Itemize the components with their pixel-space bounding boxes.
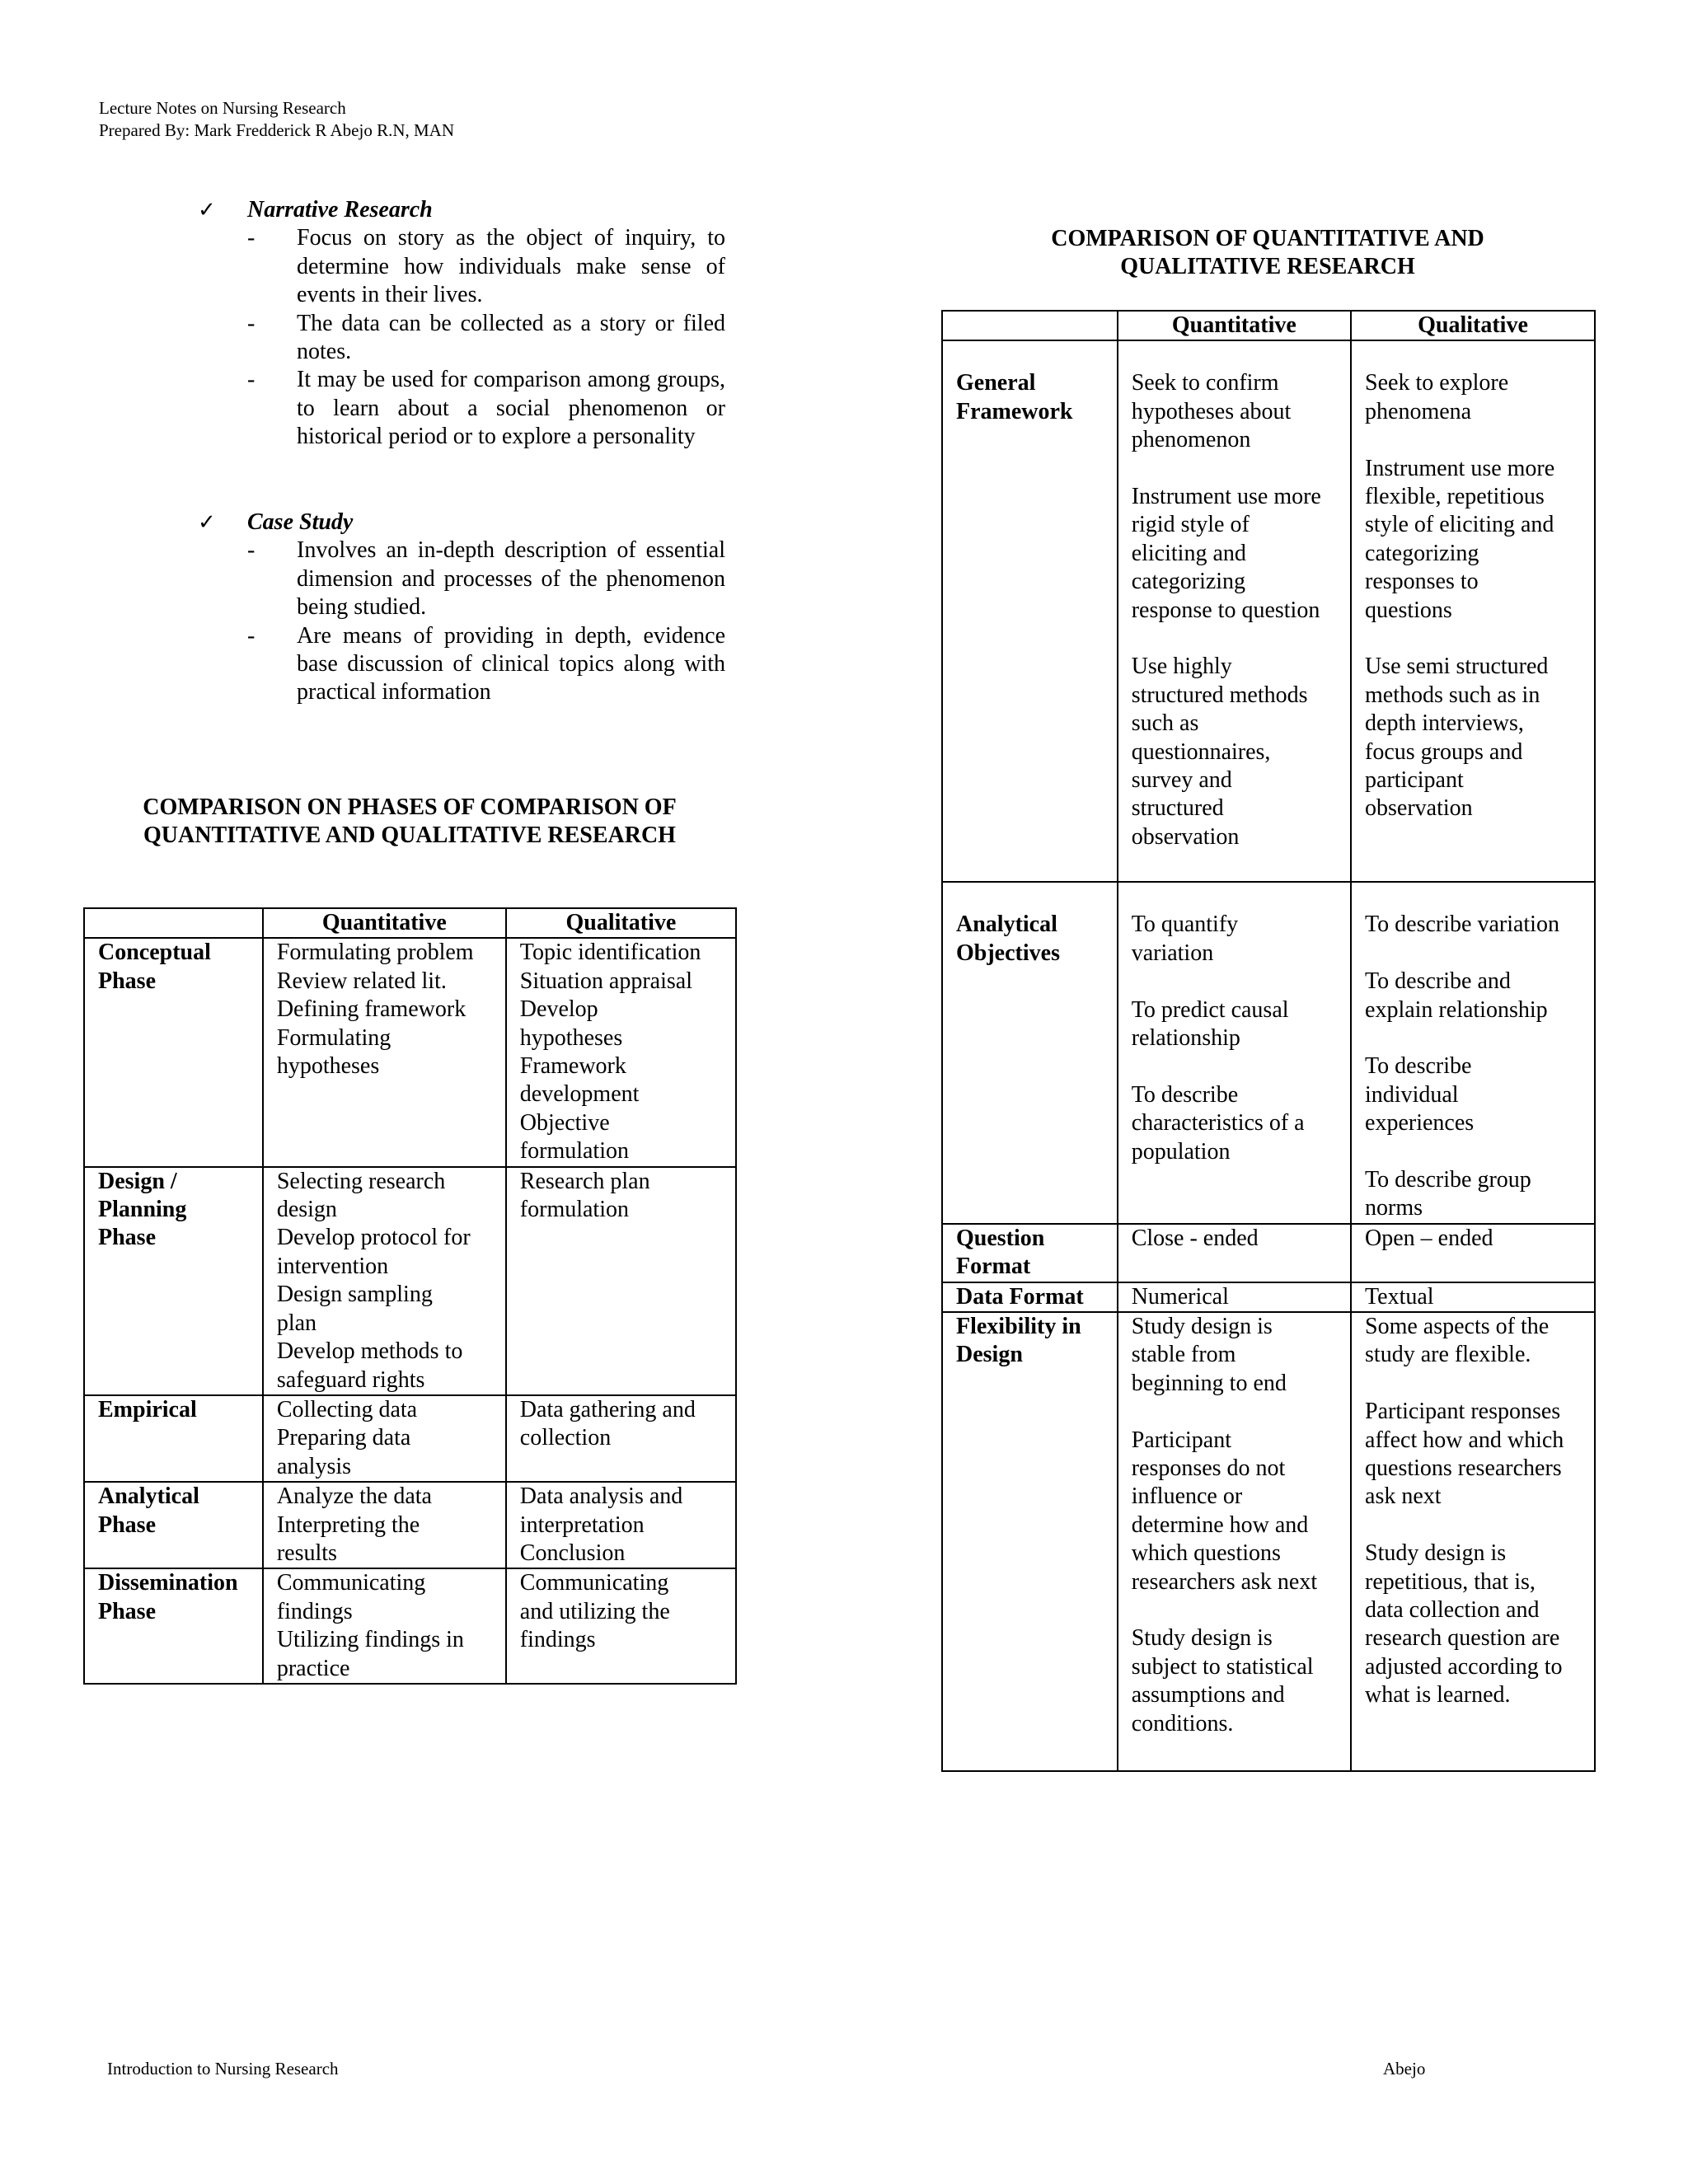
cell-line: Instrument use more <box>1365 455 1555 481</box>
cell-paragraph <box>1365 653 1581 823</box>
cell-line: categorizing <box>1131 569 1246 595</box>
cell-paragraph <box>1132 483 1337 625</box>
cell-line: subject to statistical <box>1131 1653 1314 1680</box>
cell-line: responses do not <box>1131 1455 1286 1482</box>
case-study-section <box>198 509 725 707</box>
table-row <box>942 1312 1595 1771</box>
cell-line: structured <box>1131 795 1224 822</box>
cell-line: development <box>519 1081 640 1108</box>
qualitative-cell <box>1351 340 1595 882</box>
table-row <box>84 1167 736 1395</box>
cell-paragraph <box>1365 1540 1581 1709</box>
qualitative-cell <box>1351 882 1595 1223</box>
cell-line: Dissemination <box>98 1570 238 1596</box>
cell-line: Formulating <box>276 1024 392 1051</box>
cell-line: rigid style of <box>1131 512 1250 538</box>
cell-paragraph <box>1365 911 1581 939</box>
phases-table-title <box>84 794 735 850</box>
case-study-bullet-list <box>198 537 725 706</box>
cell-line: questions <box>1365 597 1452 623</box>
cell-line: repetitious, that is, <box>1365 1568 1536 1595</box>
cell-line: Conceptual <box>98 940 211 966</box>
cell-line: Phase <box>98 968 156 994</box>
case-study-title: Case Study <box>247 509 354 535</box>
row-header-cell <box>942 1224 1118 1282</box>
quantitative-cell <box>263 1167 506 1395</box>
phases-title-line-2: QUANTITATIVE AND QUALITATIVE RESEARCH <box>143 823 676 848</box>
quantitative-cell <box>1118 340 1351 882</box>
bullet-text: Focus on story as the object of inquiry, to determine how individuals make sense of events in their lives. <box>297 225 725 308</box>
cell-line: what is learned. <box>1365 1682 1511 1708</box>
table-row <box>84 938 736 1166</box>
cell-line: which questions <box>1131 1540 1281 1567</box>
row-header-cell <box>942 882 1118 1223</box>
table-row <box>942 340 1595 882</box>
cell-line: plan <box>276 1310 317 1336</box>
cell-paragraph <box>1132 1427 1337 1596</box>
cell-line: phenomenon <box>1131 427 1251 453</box>
qualitative-cell <box>506 1167 736 1395</box>
row-header-cell <box>942 1282 1118 1312</box>
cell-line: Study design is <box>1131 1625 1273 1652</box>
row-header-cell <box>84 1568 263 1684</box>
qualitative-cell <box>506 1568 736 1684</box>
cell-line: Objectives <box>956 940 1060 966</box>
cell-paragraph <box>1365 968 1581 1024</box>
quantitative-cell <box>1118 1312 1351 1771</box>
row-header-cell <box>942 1312 1118 1771</box>
dash-icon: - <box>247 537 256 564</box>
cell-line: characteristics of a <box>1131 1110 1305 1137</box>
cell-line: responses to <box>1365 569 1479 595</box>
page-header <box>99 97 454 142</box>
cell-paragraph <box>1365 1225 1581 1253</box>
cell-line: Topic identification <box>519 940 701 966</box>
bullet-item <box>198 537 725 621</box>
empty-header-cell <box>942 311 1118 340</box>
cell-line: Seek to explore <box>1365 370 1509 396</box>
checkmark-icon: ✓ <box>198 510 216 535</box>
cell-line: Conclusion <box>519 1540 626 1566</box>
narrative-research-title: Narrative Research <box>247 197 433 223</box>
narrative-research-section <box>198 196 725 452</box>
quantitative-cell <box>263 1395 506 1482</box>
cell-line: conditions. <box>1131 1710 1234 1736</box>
cell-line: Review related lit. <box>276 968 447 994</box>
header-line-2: Prepared By: Mark Fredderick R Abejo R.N, MAN <box>99 120 455 140</box>
cell-line: formulation <box>519 1197 629 1223</box>
cell-line: Defining framework <box>276 996 467 1023</box>
bullet-text: The data can be collected as a story or filed notes. <box>297 310 725 365</box>
comparison-table <box>941 310 1596 1772</box>
cell-line: focus groups and <box>1365 738 1523 765</box>
cell-line: Participant <box>1131 1427 1231 1453</box>
cell-line: Instrument use more <box>1131 484 1321 510</box>
cell-line: participant <box>1365 767 1464 794</box>
cell-line: practice <box>276 1655 350 1681</box>
cell-line: Collecting data <box>276 1396 418 1422</box>
cell-paragraph <box>1132 911 1337 968</box>
cell-line: assumptions and <box>1131 1682 1285 1708</box>
cell-line: categorizing <box>1365 540 1479 566</box>
cell-paragraph <box>1365 1313 1581 1370</box>
cell-line: structured methods <box>1131 682 1308 708</box>
cell-line: Formulating problem <box>276 940 474 966</box>
qualitative-cell <box>1351 1282 1595 1312</box>
cell-line: and utilizing the <box>519 1598 670 1624</box>
narrative-research-heading <box>198 196 725 224</box>
cell-line: Communicating <box>519 1570 669 1596</box>
cell-line: Design sampling <box>276 1282 433 1308</box>
cell-paragraph <box>1132 996 1337 1053</box>
cell-line: Selecting research <box>276 1168 446 1194</box>
cell-line: Phase <box>98 1511 156 1538</box>
cell-line: hypotheses <box>519 1024 623 1051</box>
cell-line: Numerical <box>1131 1283 1229 1310</box>
cell-paragraph <box>1365 1398 1581 1511</box>
cell-line: Seek to confirm <box>1131 370 1279 396</box>
column-header-qualitative: Qualitative <box>506 908 736 938</box>
cell-line: research question are <box>1365 1625 1560 1652</box>
footer-right: Abejo <box>1383 2059 1426 2079</box>
narrative-bullet-list <box>198 224 725 451</box>
cell-line: phenomena <box>1365 398 1472 424</box>
cell-line: affect how and which <box>1365 1427 1564 1453</box>
cell-line: Framework <box>519 1053 626 1080</box>
comparison-table-body <box>942 340 1595 1771</box>
cell-line: findings <box>519 1627 596 1653</box>
qualitative-cell <box>1351 1224 1595 1282</box>
cell-line: ask next <box>1365 1483 1442 1510</box>
cell-line: response to question <box>1131 597 1320 623</box>
checkmark-icon: ✓ <box>198 198 216 223</box>
column-header-qualitative: Qualitative <box>1351 311 1595 340</box>
qualitative-cell <box>506 938 736 1166</box>
quantitative-cell <box>1118 882 1351 1223</box>
cell-line: Research plan <box>519 1168 650 1194</box>
cell-line: Data Format <box>956 1283 1084 1310</box>
cell-line: To describe <box>1365 1053 1472 1080</box>
cell-line: Design <box>956 1342 1023 1368</box>
cell-line: Utilizing findings in <box>276 1627 464 1653</box>
cell-line: observation <box>1365 795 1473 822</box>
cell-line: variation <box>1131 940 1214 966</box>
cell-line: Study design is <box>1131 1314 1273 1340</box>
cell-paragraph <box>1365 1166 1581 1223</box>
cell-line: Preparing data <box>276 1425 411 1451</box>
cell-line: data collection and <box>1365 1597 1540 1624</box>
cell-line: relationship <box>1131 1025 1240 1052</box>
qualitative-cell <box>506 1395 736 1482</box>
comparison-table-title <box>938 225 1597 281</box>
bullet-item <box>198 622 725 707</box>
cell-line: Use semi structured <box>1365 654 1549 680</box>
table-row <box>84 1568 736 1684</box>
header-line-1: Lecture Notes on Nursing Research <box>99 98 346 118</box>
quantitative-cell <box>263 1482 506 1568</box>
row-header-cell <box>84 1167 263 1395</box>
cell-line: intervention <box>276 1253 389 1279</box>
cell-line: Textual <box>1365 1283 1434 1310</box>
row-header-cell <box>84 1395 263 1482</box>
cell-line: individual <box>1365 1081 1459 1108</box>
cell-line: safeguard rights <box>276 1366 425 1393</box>
quantitative-cell <box>263 938 506 1166</box>
cell-line: Empirical <box>98 1396 197 1422</box>
comparison-title-line-2: QUALITATIVE RESEARCH <box>1120 254 1415 279</box>
cell-paragraph <box>1132 1081 1337 1166</box>
cell-line: norms <box>1365 1195 1423 1221</box>
cell-line: Use highly <box>1131 654 1232 680</box>
cell-line: questionnaires, <box>1131 738 1271 765</box>
cell-line: To describe and <box>1365 968 1511 995</box>
cell-line: Objective <box>519 1109 610 1136</box>
dash-icon: - <box>247 622 256 649</box>
cell-line: To describe variation <box>1365 912 1559 938</box>
table-row <box>84 1482 736 1568</box>
cell-line: determine how and <box>1131 1511 1309 1538</box>
quantitative-cell <box>1118 1282 1351 1312</box>
cell-line: Data gathering and <box>519 1396 696 1422</box>
cell-line: Develop protocol for <box>276 1225 471 1251</box>
table-row <box>942 882 1595 1223</box>
cell-paragraph <box>1365 1283 1581 1311</box>
row-header-cell <box>942 340 1118 882</box>
cell-line: results <box>276 1540 337 1566</box>
dash-icon: - <box>247 310 256 336</box>
cell-line: hypotheses <box>276 1053 380 1080</box>
bullet-item <box>198 366 725 451</box>
case-study-heading <box>198 509 725 537</box>
cell-line: formulation <box>519 1138 629 1165</box>
cell-line: methods such as in <box>1365 682 1540 708</box>
cell-line: depth interviews, <box>1365 710 1524 737</box>
empty-header-cell <box>84 908 263 938</box>
cell-line: Develop <box>519 996 598 1023</box>
dash-icon: - <box>247 225 256 251</box>
cell-line: Question <box>956 1225 1045 1251</box>
cell-line: Communicating <box>276 1570 426 1596</box>
cell-line: design <box>276 1197 337 1223</box>
cell-line: such as <box>1131 710 1199 737</box>
cell-paragraph <box>1132 1624 1337 1738</box>
cell-line: collection <box>519 1425 612 1451</box>
table-row <box>942 1282 1595 1312</box>
cell-line: To predict causal <box>1131 996 1289 1023</box>
cell-line: interpretation <box>519 1511 645 1538</box>
table-row <box>84 1395 736 1482</box>
cell-line: Situation appraisal <box>519 968 692 994</box>
cell-line: Analytical <box>956 912 1057 938</box>
table-row <box>942 1224 1595 1282</box>
row-header-cell <box>84 938 263 1166</box>
cell-line: study are flexible. <box>1365 1342 1531 1368</box>
cell-line: population <box>1131 1138 1231 1165</box>
cell-line: Open – ended <box>1365 1225 1493 1251</box>
cell-paragraph <box>1365 1052 1581 1137</box>
cell-line: analysis <box>276 1453 352 1479</box>
cell-line: Some aspects of the <box>1365 1314 1550 1340</box>
bullet-item <box>198 310 725 367</box>
cell-line: To describe group <box>1365 1167 1531 1193</box>
cell-line: To quantify <box>1131 912 1239 938</box>
cell-line: explain relationship <box>1365 996 1548 1023</box>
cell-line: Design / <box>98 1168 177 1194</box>
cell-line: Analytical <box>98 1483 199 1510</box>
cell-paragraph <box>1365 455 1581 625</box>
cell-line: adjusted according to <box>1365 1653 1563 1680</box>
bullet-text: It may be used for comparison among groups, to learn about a social phenomenon or historical period or to explore a personality <box>297 367 725 450</box>
row-header-cell <box>84 1482 263 1568</box>
phases-title-line-1: COMPARISON ON PHASES OF COMPARISON OF <box>143 794 677 820</box>
cell-line: questions researchers <box>1365 1455 1562 1482</box>
cell-line: hypotheses about <box>1131 398 1292 424</box>
cell-line: Data analysis and <box>519 1483 683 1510</box>
table-header-row <box>942 311 1595 340</box>
cell-line: To describe <box>1131 1081 1239 1108</box>
phases-table-body <box>84 938 736 1684</box>
cell-line: survey and <box>1131 767 1232 794</box>
cell-line: style of eliciting and <box>1365 512 1554 538</box>
cell-paragraph <box>1132 1283 1337 1311</box>
column-header-quantitative: Quantitative <box>263 908 506 938</box>
cell-line: Phase <box>98 1598 156 1624</box>
quantitative-cell <box>263 1568 506 1684</box>
cell-line: eliciting and <box>1131 540 1246 566</box>
cell-line: Format <box>956 1254 1031 1280</box>
column-header-quantitative: Quantitative <box>1118 311 1351 340</box>
bullet-text: Are means of providing in depth, evidence base discussion of clinical topics along with practical information <box>297 622 725 705</box>
cell-paragraph <box>1365 369 1581 426</box>
cell-line: stable from <box>1131 1342 1236 1368</box>
cell-line: Flexibility in <box>956 1314 1081 1340</box>
qualitative-cell <box>1351 1312 1595 1771</box>
cell-line: flexible, repetitious <box>1365 484 1545 510</box>
quantitative-cell <box>1118 1224 1351 1282</box>
cell-line: Develop methods to <box>276 1338 463 1365</box>
cell-line: findings <box>276 1598 353 1624</box>
cell-line: beginning to end <box>1131 1370 1287 1396</box>
dash-icon: - <box>247 367 256 393</box>
cell-line: Planning <box>98 1197 187 1223</box>
cell-line: General <box>956 370 1036 396</box>
cell-line: researchers ask next <box>1131 1568 1318 1595</box>
cell-line: Participant responses <box>1365 1399 1561 1425</box>
footer-left: Introduction to Nursing Research <box>107 2059 339 2079</box>
cell-paragraph <box>1132 1225 1337 1253</box>
cell-paragraph <box>1132 1313 1337 1398</box>
cell-line: Phase <box>98 1225 156 1251</box>
cell-paragraph <box>1132 653 1337 851</box>
cell-line: Close - ended <box>1131 1225 1259 1251</box>
cell-line: experiences <box>1365 1110 1475 1137</box>
table-header-row <box>84 908 736 938</box>
cell-line: observation <box>1131 823 1240 850</box>
cell-line: Analyze the data <box>276 1483 432 1510</box>
bullet-text: Involves an in-depth description of essential dimension and processes of the phenomenon being studied. <box>297 537 725 621</box>
bullet-item <box>198 224 725 309</box>
cell-line: influence or <box>1131 1483 1243 1510</box>
cell-line: Framework <box>956 398 1073 424</box>
qualitative-cell <box>506 1482 736 1568</box>
comparison-title-line-1: COMPARISON OF QUANTITATIVE AND <box>1051 226 1484 251</box>
cell-paragraph <box>1132 369 1337 454</box>
cell-line: Study design is <box>1365 1540 1507 1567</box>
cell-line: Interpreting the <box>276 1511 420 1538</box>
phases-table <box>83 907 737 1685</box>
